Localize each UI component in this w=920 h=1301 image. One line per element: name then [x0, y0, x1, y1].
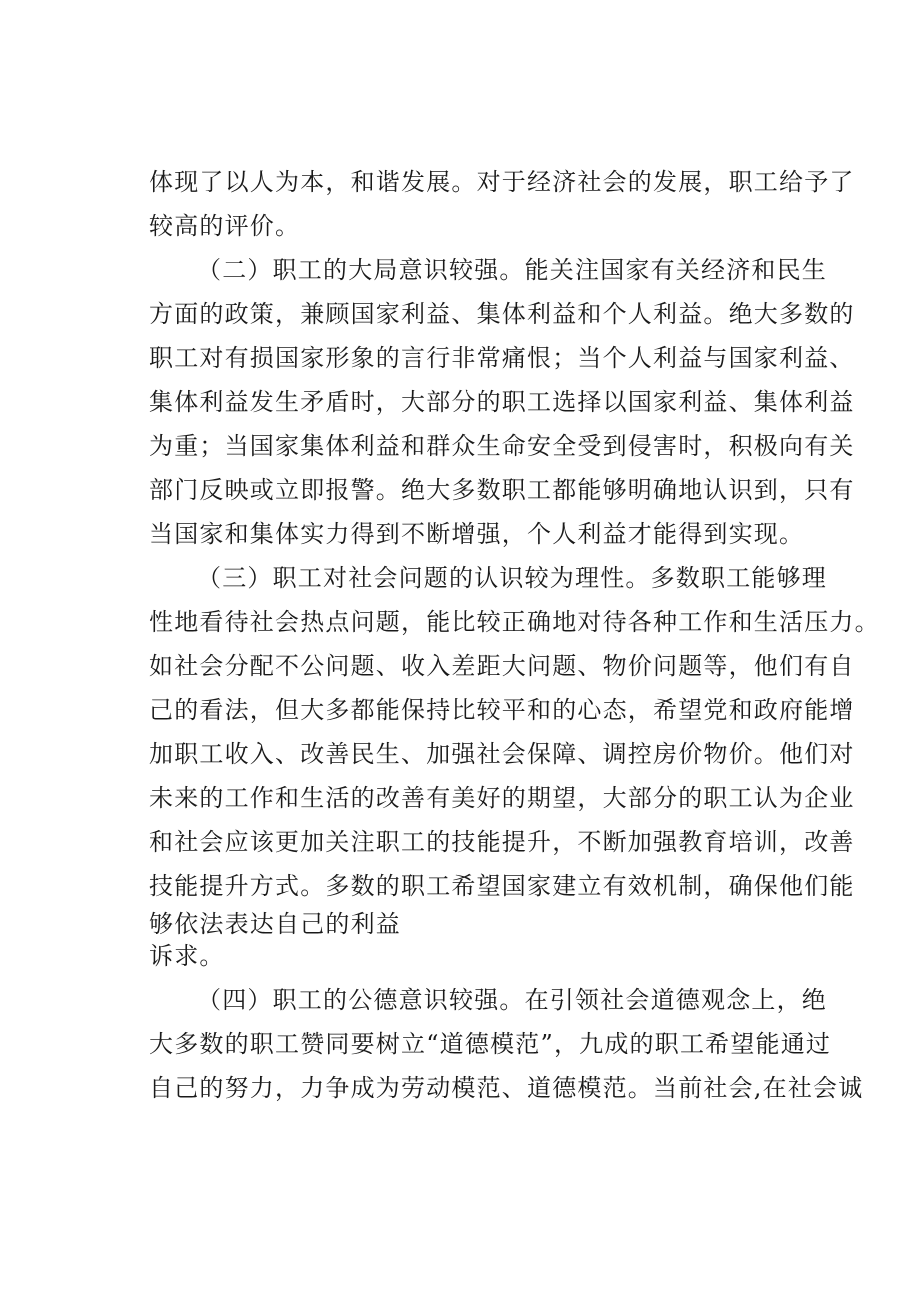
paragraph-3-line-6: 未来的工作和生活的改善有美好的期望，大部分的职工认为企业	[149, 784, 855, 812]
paragraph-2-line-1: （二）职工的大局意识较强。能关注国家有关经济和民生	[197, 256, 827, 284]
paragraph-1-line-1: 体现了以人为本，和谐发展。对于经济社会的发展，职工给予了	[149, 168, 855, 196]
paragraph-3-line-4: 己的看法，但大多都能保持比较平和的心态，希望党和政府能增	[149, 696, 855, 724]
paragraph-3-line-9: 够依法表达自己的利益	[149, 910, 401, 938]
paragraph-3-line-7: 和社会应该更加关注职工的技能提升，不断加强教育培训，改善	[149, 828, 855, 856]
paragraph-4-line-1: （四）职工的公德意识较强。在引领社会道德观念上，绝	[197, 986, 827, 1014]
paragraph-3-line-10: 诉求。	[149, 942, 225, 970]
paragraph-3-line-3: 如社会分配不公问题、收入差距大问题、物价问题等，他们有自	[149, 652, 855, 680]
paragraph-3-line-8: 技能提升方式。多数的职工希望国家建立有效机制，确保他们能	[149, 872, 855, 900]
paragraph-2-line-5: 为重；当国家集体利益和群众生命安全受到侵害时，积极向有关	[149, 432, 855, 460]
paragraph-2-line-4: 集体利益发生矛盾时，大部分的职工选择以国家利益、集体利益	[149, 388, 855, 416]
paragraph-3-line-2: 性地看待社会热点问题，能比较正确地对待各种工作和生活压力。	[149, 608, 880, 636]
paragraph-2-line-3: 职工对有损国家形象的言行非常痛恨；当个人利益与国家利益、	[149, 344, 855, 372]
paragraph-2-line-2: 方面的政策，兼顾国家利益、集体利益和个人利益。绝大多数的	[149, 300, 855, 328]
paragraph-4-line-3: 自己的努力，力争成为劳动模范、道德模范。当前社会,在社会诚	[149, 1074, 864, 1102]
paragraph-1-line-2: 较高的评价。	[149, 212, 301, 240]
paragraph-4-line-2: 大多数的职工赞同要树立“道德模范”，九成的职工希望能通过	[149, 1030, 832, 1058]
paragraph-3-line-1: （三）职工对社会问题的认识较为理性。多数职工能够理	[197, 564, 827, 592]
paragraph-2-line-6: 部门反映或立即报警。绝大多数职工都能够明确地认识到，只有	[149, 476, 855, 504]
paragraph-2-line-7: 当国家和集体实力得到不断增强，个人利益才能得到实现。	[149, 520, 805, 548]
paragraph-3-line-5: 加职工收入、改善民生、加强社会保障、调控房价物价。他们对	[149, 740, 855, 768]
